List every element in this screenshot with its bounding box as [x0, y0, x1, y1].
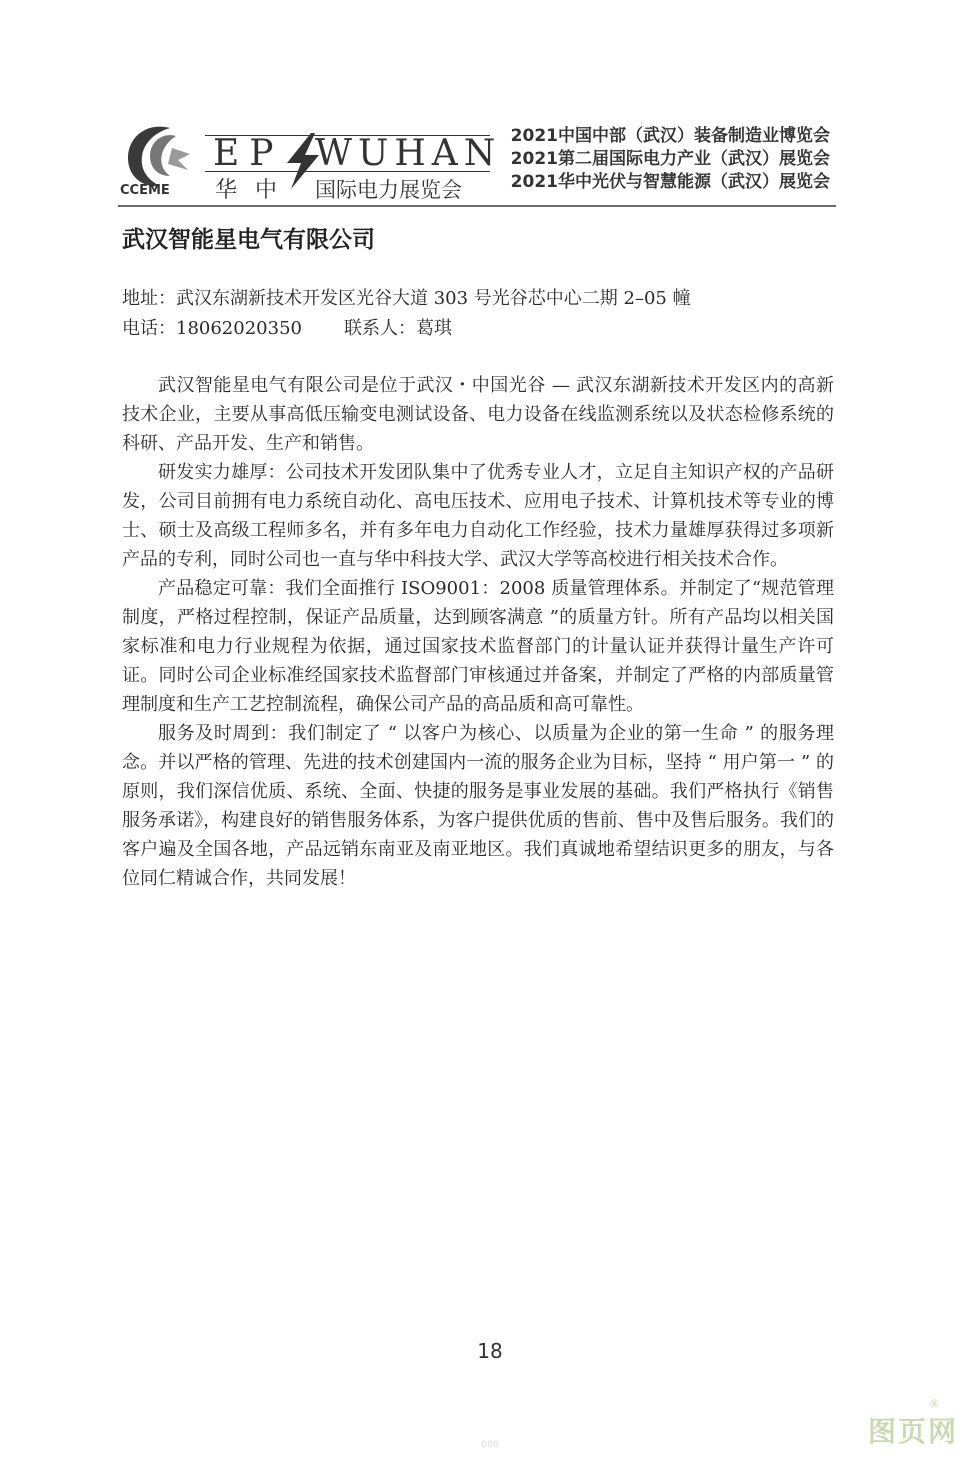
- paragraph-quality: 产品稳定可靠：我们全面推行 ISO9001：2008 质量管理体系。并制定了“规范管理制度，严格过程控制，保证产品质量，达到顾客满意 ”的质量方针。所有产品均以相关国家标准和电力行业规程为依据，通过国家技术监督部门的计量认证并获得计量生产许可证。同时公司企业标准经国家技术监督部门审核通过并备案，并制定了严格的内部质量管理制度和生产工艺控制流程，确保公司产品的高品质和高可靠性。: [122, 578, 834, 715]
- expo-title-2: 2021第二届国际电力产业（武汉）展览会: [510, 149, 830, 169]
- expo-titles: [511, 125, 830, 194]
- paragraph-rnd: 研发实力雄厚：公司技术开发团队集中了优秀专业人才，立足自主知识产权的产品研发，公司目前拥有电力系统自动化、高电压技术、应用电子技术、计算机技术等专业的博士、硕士及高级工程师多名，并有多年电力自动化工作经验，技术力量雄厚获得过多项新产品的专利，同时公司也一直与华中科技大学、武汉大学等高校进行相关技术合作。: [122, 462, 834, 570]
- watermark-logo: 图页网: [867, 1415, 958, 1448]
- company-description: [122, 371, 834, 893]
- ep-wuhan-logo: [205, 133, 502, 203]
- address-row: [122, 284, 691, 314]
- ep-text: EP: [213, 133, 284, 174]
- phone-label: 电话：: [122, 318, 176, 339]
- address-value: 武汉东湖新技术开发区光谷大道 303 号光谷芯中心二期 2–05 幢: [176, 288, 691, 309]
- contact-label: 联系人：: [343, 318, 416, 339]
- huazhong-text: 华中: [215, 178, 296, 203]
- logo-text: CCEME: [120, 183, 170, 198]
- faint-footer-mark: 000: [481, 1440, 499, 1450]
- contact-value: 葛琪: [415, 318, 452, 339]
- page-number: 18: [477, 1339, 503, 1363]
- expo-name-cn: 国际电力展览会: [315, 178, 462, 202]
- wuhan-text: WUHAN: [315, 133, 502, 174]
- paragraph-service: 服务及时周到：我们制定了 “ 以客户为核心、以质量为企业的第一生命 ” 的服务理念。并以严格的管理、先进的技术创建国内一流的服务企业为目标，坚持 “ 用户第一 ” 的原则，我们深信优质、系统、全面、快捷的服务是事业发展的基础。我们严格执行《销售服务承诺》，构建良好的销售服务体系，为客户提供优质的售前、售中及售后服务。我们的客户遍及全国各地，产品远销东南亚及南亚地区。我们真诚地希望结识更多的朋友，与各位同仁精诚合作，共同发展！: [122, 723, 834, 889]
- phone-value: 18062020350: [176, 318, 302, 339]
- page-header: [0, 0, 980, 205]
- registered-mark: ®: [929, 1397, 940, 1410]
- paragraph-intro: 武汉智能星电气有限公司是位于武汉・中国光谷 — 武汉东湖新技术开发区内的高新技术企业，主要从事高低压输变电测试设备、电力设备在线监测系统以及状态检修系统的科研、产品开发、生产和销售。: [122, 375, 834, 454]
- company-name: 武汉智能星电气有限公司: [122, 227, 375, 253]
- header-divider: [118, 205, 836, 207]
- contact-info: [122, 284, 691, 344]
- address-label: 地址：: [122, 288, 176, 309]
- phone-row: [122, 314, 691, 344]
- expo-title-1: 2021中国中部（武汉）装备制造业博览会: [510, 126, 830, 146]
- expo-title-3: 2021华中光伏与智慧能源（武汉）展览会: [510, 172, 830, 192]
